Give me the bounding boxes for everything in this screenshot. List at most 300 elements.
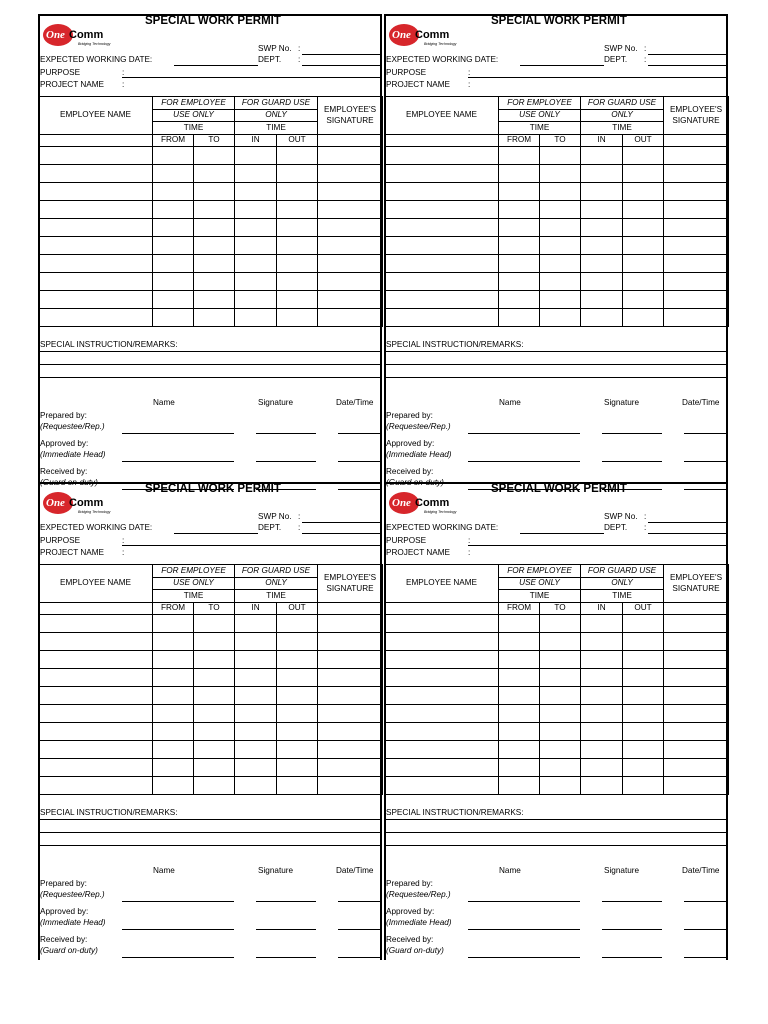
expected-working-date-field[interactable] (520, 65, 604, 66)
out-time-cell[interactable] (277, 687, 318, 705)
received-by-name-field[interactable] (468, 957, 580, 958)
out-time-cell[interactable] (623, 255, 664, 273)
out-time-cell[interactable] (277, 147, 318, 165)
signature-cell[interactable] (318, 291, 383, 309)
out-time-cell[interactable] (277, 309, 318, 327)
approved-by-datetime-field[interactable] (684, 461, 728, 462)
employee-name-cell[interactable] (39, 669, 153, 687)
remarks-line-3[interactable] (38, 377, 382, 378)
swp-no-field[interactable] (648, 54, 728, 55)
employee-name-cell[interactable] (39, 201, 153, 219)
to-time-cell[interactable] (194, 633, 235, 651)
signature-cell[interactable] (318, 273, 383, 291)
from-time-cell[interactable] (153, 723, 194, 741)
in-time-cell[interactable] (235, 687, 277, 705)
in-time-cell[interactable] (581, 651, 623, 669)
approved-by-name-field[interactable] (468, 929, 580, 930)
out-time-cell[interactable] (277, 219, 318, 237)
employee-name-cell[interactable] (385, 165, 499, 183)
to-time-cell[interactable] (194, 273, 235, 291)
prepared-by-name-field[interactable] (122, 433, 234, 434)
swp-no-field[interactable] (648, 522, 728, 523)
approved-by-signature-field[interactable] (602, 461, 662, 462)
received-by-name-field[interactable] (122, 957, 234, 958)
from-time-cell[interactable] (499, 219, 540, 237)
from-time-cell[interactable] (499, 147, 540, 165)
in-time-cell[interactable] (235, 615, 277, 633)
purpose-field[interactable] (468, 77, 728, 78)
to-time-cell[interactable] (540, 759, 581, 777)
from-time-cell[interactable] (153, 633, 194, 651)
prepared-by-datetime-field[interactable] (684, 433, 728, 434)
remarks-line-2[interactable] (384, 364, 728, 365)
prepared-by-signature-field[interactable] (256, 901, 316, 902)
out-time-cell[interactable] (623, 165, 664, 183)
employee-name-cell[interactable] (385, 669, 499, 687)
out-time-cell[interactable] (277, 255, 318, 273)
from-time-cell[interactable] (153, 147, 194, 165)
out-time-cell[interactable] (277, 723, 318, 741)
out-time-cell[interactable] (277, 201, 318, 219)
from-time-cell[interactable] (499, 777, 540, 795)
employee-name-cell[interactable] (39, 615, 153, 633)
in-time-cell[interactable] (581, 255, 623, 273)
signature-cell[interactable] (664, 669, 729, 687)
out-time-cell[interactable] (623, 237, 664, 255)
out-time-cell[interactable] (623, 183, 664, 201)
out-time-cell[interactable] (277, 741, 318, 759)
from-time-cell[interactable] (153, 651, 194, 669)
in-time-cell[interactable] (235, 237, 277, 255)
from-time-cell[interactable] (499, 633, 540, 651)
employee-name-cell[interactable] (385, 615, 499, 633)
employee-name-cell[interactable] (385, 183, 499, 201)
prepared-by-name-field[interactable] (468, 901, 580, 902)
from-time-cell[interactable] (153, 237, 194, 255)
out-time-cell[interactable] (623, 705, 664, 723)
to-time-cell[interactable] (540, 219, 581, 237)
employee-name-cell[interactable] (39, 759, 153, 777)
from-time-cell[interactable] (499, 687, 540, 705)
employee-name-cell[interactable] (39, 651, 153, 669)
out-time-cell[interactable] (277, 273, 318, 291)
to-time-cell[interactable] (540, 165, 581, 183)
dept-field[interactable] (302, 65, 382, 66)
from-time-cell[interactable] (499, 615, 540, 633)
to-time-cell[interactable] (540, 741, 581, 759)
to-time-cell[interactable] (540, 777, 581, 795)
in-time-cell[interactable] (581, 633, 623, 651)
employee-name-cell[interactable] (385, 687, 499, 705)
to-time-cell[interactable] (540, 669, 581, 687)
purpose-field[interactable] (122, 545, 382, 546)
out-time-cell[interactable] (277, 651, 318, 669)
employee-name-cell[interactable] (385, 723, 499, 741)
from-time-cell[interactable] (499, 669, 540, 687)
remarks-line-1[interactable] (38, 819, 382, 820)
in-time-cell[interactable] (581, 705, 623, 723)
in-time-cell[interactable] (581, 219, 623, 237)
employee-name-cell[interactable] (385, 291, 499, 309)
from-time-cell[interactable] (499, 237, 540, 255)
in-time-cell[interactable] (235, 255, 277, 273)
employee-name-cell[interactable] (385, 633, 499, 651)
employee-name-cell[interactable] (385, 651, 499, 669)
in-time-cell[interactable] (581, 237, 623, 255)
in-time-cell[interactable] (581, 777, 623, 795)
employee-name-cell[interactable] (385, 759, 499, 777)
remarks-line-3[interactable] (38, 845, 382, 846)
to-time-cell[interactable] (194, 741, 235, 759)
to-time-cell[interactable] (194, 615, 235, 633)
in-time-cell[interactable] (581, 615, 623, 633)
out-time-cell[interactable] (623, 309, 664, 327)
prepared-by-name-field[interactable] (122, 901, 234, 902)
signature-cell[interactable] (318, 237, 383, 255)
employee-name-cell[interactable] (39, 183, 153, 201)
signature-cell[interactable] (318, 759, 383, 777)
in-time-cell[interactable] (235, 633, 277, 651)
prepared-by-datetime-field[interactable] (338, 433, 382, 434)
from-time-cell[interactable] (499, 201, 540, 219)
out-time-cell[interactable] (623, 669, 664, 687)
signature-cell[interactable] (664, 777, 729, 795)
signature-cell[interactable] (318, 633, 383, 651)
from-time-cell[interactable] (499, 651, 540, 669)
out-time-cell[interactable] (623, 291, 664, 309)
out-time-cell[interactable] (623, 687, 664, 705)
from-time-cell[interactable] (499, 705, 540, 723)
employee-name-cell[interactable] (385, 777, 499, 795)
in-time-cell[interactable] (235, 273, 277, 291)
from-time-cell[interactable] (153, 255, 194, 273)
employee-name-cell[interactable] (385, 201, 499, 219)
from-time-cell[interactable] (499, 759, 540, 777)
out-time-cell[interactable] (623, 723, 664, 741)
in-time-cell[interactable] (235, 309, 277, 327)
out-time-cell[interactable] (623, 633, 664, 651)
signature-cell[interactable] (318, 651, 383, 669)
to-time-cell[interactable] (540, 651, 581, 669)
remarks-line-1[interactable] (384, 819, 728, 820)
out-time-cell[interactable] (277, 237, 318, 255)
out-time-cell[interactable] (277, 669, 318, 687)
signature-cell[interactable] (318, 201, 383, 219)
out-time-cell[interactable] (277, 165, 318, 183)
approved-by-datetime-field[interactable] (684, 929, 728, 930)
from-time-cell[interactable] (153, 291, 194, 309)
to-time-cell[interactable] (194, 651, 235, 669)
signature-cell[interactable] (664, 237, 729, 255)
to-time-cell[interactable] (540, 615, 581, 633)
employee-name-cell[interactable] (385, 309, 499, 327)
approved-by-name-field[interactable] (468, 461, 580, 462)
signature-cell[interactable] (318, 615, 383, 633)
from-time-cell[interactable] (153, 201, 194, 219)
out-time-cell[interactable] (277, 183, 318, 201)
employee-name-cell[interactable] (385, 255, 499, 273)
from-time-cell[interactable] (153, 759, 194, 777)
employee-name-cell[interactable] (385, 705, 499, 723)
from-time-cell[interactable] (153, 687, 194, 705)
in-time-cell[interactable] (235, 759, 277, 777)
to-time-cell[interactable] (540, 147, 581, 165)
swp-no-field[interactable] (302, 522, 382, 523)
from-time-cell[interactable] (153, 165, 194, 183)
approved-by-name-field[interactable] (122, 929, 234, 930)
employee-name-cell[interactable] (39, 633, 153, 651)
signature-cell[interactable] (318, 219, 383, 237)
signature-cell[interactable] (664, 165, 729, 183)
in-time-cell[interactable] (235, 669, 277, 687)
expected-working-date-field[interactable] (174, 65, 258, 66)
purpose-field[interactable] (468, 545, 728, 546)
to-time-cell[interactable] (194, 183, 235, 201)
employee-name-cell[interactable] (385, 147, 499, 165)
signature-cell[interactable] (318, 255, 383, 273)
permit-title: SPECIAL WORK PERMIT (145, 483, 281, 495)
from-time-cell[interactable] (499, 291, 540, 309)
from-time-cell[interactable] (153, 669, 194, 687)
out-time-cell[interactable] (623, 273, 664, 291)
from-time-cell[interactable] (499, 183, 540, 201)
to-time-cell[interactable] (194, 759, 235, 777)
remarks-line-1[interactable] (384, 351, 728, 352)
remarks-line-3[interactable] (384, 377, 728, 378)
employee-name-cell[interactable] (39, 309, 153, 327)
in-time-cell[interactable] (235, 201, 277, 219)
to-time-cell[interactable] (194, 201, 235, 219)
to-time-cell[interactable] (194, 777, 235, 795)
from-time-cell[interactable] (153, 615, 194, 633)
to-time-cell[interactable] (194, 723, 235, 741)
to-time-cell[interactable] (540, 201, 581, 219)
employee-name-cell[interactable] (39, 255, 153, 273)
expected-working-date-field[interactable] (520, 533, 604, 534)
in-time-cell[interactable] (581, 273, 623, 291)
signature-cell[interactable] (664, 651, 729, 669)
prepared-by-signature-field[interactable] (602, 433, 662, 434)
to-time-cell[interactable] (540, 705, 581, 723)
in-time-cell[interactable] (581, 741, 623, 759)
in-time-cell[interactable] (235, 165, 277, 183)
signature-cell[interactable] (664, 183, 729, 201)
expected-working-date-field[interactable] (174, 533, 258, 534)
out-time-cell[interactable] (623, 615, 664, 633)
approved-by-name-field[interactable] (122, 461, 234, 462)
out-time-cell[interactable] (277, 633, 318, 651)
signature-cell[interactable] (664, 633, 729, 651)
in-time-cell[interactable] (235, 147, 277, 165)
in-time-cell[interactable] (235, 651, 277, 669)
from-time-cell[interactable] (153, 273, 194, 291)
received-by-signature-field[interactable] (602, 957, 662, 958)
signature-cell[interactable] (318, 723, 383, 741)
prepared-by-name-field[interactable] (468, 433, 580, 434)
approved-by-signature-field[interactable] (256, 461, 316, 462)
in-time-cell[interactable] (235, 183, 277, 201)
for-employee-header-line1: FOR EMPLOYEE (499, 97, 581, 110)
from-time-cell[interactable] (153, 309, 194, 327)
remarks-line-2[interactable] (384, 832, 728, 833)
in-time-cell[interactable] (581, 201, 623, 219)
to-time-cell[interactable] (540, 309, 581, 327)
remarks-line-2[interactable] (38, 364, 382, 365)
dept-field[interactable] (648, 65, 728, 66)
received-by-datetime-field[interactable] (684, 957, 728, 958)
in-time-cell[interactable] (581, 147, 623, 165)
signature-cell[interactable] (664, 615, 729, 633)
purpose-field[interactable] (122, 77, 382, 78)
out-time-cell[interactable] (277, 777, 318, 795)
to-time-cell[interactable] (194, 705, 235, 723)
out-time-cell[interactable] (277, 291, 318, 309)
employee-name-cell[interactable] (39, 705, 153, 723)
signature-cell[interactable] (664, 687, 729, 705)
to-time-cell[interactable] (540, 183, 581, 201)
approved-by-datetime-field[interactable] (338, 929, 382, 930)
in-time-cell[interactable] (235, 777, 277, 795)
signature-cell[interactable] (664, 219, 729, 237)
out-time-cell[interactable] (277, 705, 318, 723)
to-time-cell[interactable] (540, 273, 581, 291)
from-time-cell[interactable] (153, 219, 194, 237)
employee-name-cell[interactable] (385, 219, 499, 237)
to-time-cell[interactable] (540, 633, 581, 651)
in-time-cell[interactable] (235, 741, 277, 759)
approved-by-signature-field[interactable] (256, 929, 316, 930)
from-time-cell[interactable] (153, 741, 194, 759)
signature-cell[interactable] (664, 147, 729, 165)
in-time-cell[interactable] (235, 291, 277, 309)
signature-cell[interactable] (318, 705, 383, 723)
employee-name-cell[interactable] (385, 237, 499, 255)
in-time-cell[interactable] (235, 219, 277, 237)
in-time-cell[interactable] (581, 687, 623, 705)
in-time-cell[interactable] (581, 669, 623, 687)
to-time-cell[interactable] (194, 219, 235, 237)
signature-cell[interactable] (664, 723, 729, 741)
received-by-datetime-field[interactable] (338, 957, 382, 958)
out-time-cell[interactable] (623, 651, 664, 669)
employee-name-cell[interactable] (39, 219, 153, 237)
out-time-cell[interactable] (623, 777, 664, 795)
prepared-by-datetime-field[interactable] (338, 901, 382, 902)
in-time-cell[interactable] (581, 165, 623, 183)
from-time-cell[interactable] (499, 255, 540, 273)
signature-cell[interactable] (318, 147, 383, 165)
from-time-cell[interactable] (153, 705, 194, 723)
from-time-cell[interactable] (499, 165, 540, 183)
out-time-cell[interactable] (623, 759, 664, 777)
to-time-cell[interactable] (540, 237, 581, 255)
to-time-cell[interactable] (194, 147, 235, 165)
signature-cell[interactable] (664, 705, 729, 723)
signature-cell[interactable] (664, 291, 729, 309)
signature-cell[interactable] (318, 165, 383, 183)
signature-cell[interactable] (318, 777, 383, 795)
approved-by-signature-field[interactable] (602, 929, 662, 930)
from-time-cell[interactable] (153, 183, 194, 201)
received-by-signature-field[interactable] (256, 957, 316, 958)
from-time-cell[interactable] (499, 273, 540, 291)
dept-field[interactable] (648, 533, 728, 534)
employee-name-cell[interactable] (39, 165, 153, 183)
prepared-by-datetime-field[interactable] (684, 901, 728, 902)
employee-name-cell[interactable] (39, 237, 153, 255)
out-time-cell[interactable] (277, 615, 318, 633)
in-time-cell[interactable] (581, 309, 623, 327)
from-time-cell[interactable] (499, 741, 540, 759)
to-time-cell[interactable] (194, 309, 235, 327)
prepared-by-signature-field[interactable] (602, 901, 662, 902)
from-time-cell[interactable] (499, 309, 540, 327)
in-time-cell[interactable] (235, 705, 277, 723)
employee-name-cell[interactable] (39, 291, 153, 309)
to-time-cell[interactable] (194, 669, 235, 687)
signature-cell[interactable] (664, 201, 729, 219)
remarks-line-2[interactable] (38, 832, 382, 833)
dept-field[interactable] (302, 533, 382, 534)
in-time-cell[interactable] (581, 291, 623, 309)
from-time-cell[interactable] (153, 777, 194, 795)
signature-cell[interactable] (664, 273, 729, 291)
to-time-cell[interactable] (540, 255, 581, 273)
remarks-line-3[interactable] (384, 845, 728, 846)
signature-cell[interactable] (318, 669, 383, 687)
employee-name-cell[interactable] (385, 273, 499, 291)
approved-by-datetime-field[interactable] (338, 461, 382, 462)
signature-cell[interactable] (664, 759, 729, 777)
signature-cell[interactable] (318, 309, 383, 327)
out-time-cell[interactable] (623, 147, 664, 165)
remarks-line-1[interactable] (38, 351, 382, 352)
out-time-cell[interactable] (623, 219, 664, 237)
to-time-cell[interactable] (194, 291, 235, 309)
to-time-cell[interactable] (540, 723, 581, 741)
in-time-cell[interactable] (235, 723, 277, 741)
in-time-cell[interactable] (581, 759, 623, 777)
employee-name-cell[interactable] (39, 741, 153, 759)
signature-cell[interactable] (318, 741, 383, 759)
employee-name-cell[interactable] (39, 723, 153, 741)
employee-name-cell[interactable] (39, 147, 153, 165)
from-time-cell[interactable] (499, 723, 540, 741)
signature-cell[interactable] (664, 255, 729, 273)
out-time-cell[interactable] (623, 201, 664, 219)
signature-cell[interactable] (318, 183, 383, 201)
in-time-cell[interactable] (581, 183, 623, 201)
employee-name-cell[interactable] (385, 741, 499, 759)
signature-cell[interactable] (318, 687, 383, 705)
to-time-cell[interactable] (194, 687, 235, 705)
to-time-cell[interactable] (540, 291, 581, 309)
swp-no-field[interactable] (302, 54, 382, 55)
prepared-by-signature-field[interactable] (256, 433, 316, 434)
to-time-cell[interactable] (540, 687, 581, 705)
to-time-cell[interactable] (194, 165, 235, 183)
to-time-cell[interactable] (194, 255, 235, 273)
to-time-cell[interactable] (194, 237, 235, 255)
signature-cell[interactable] (664, 309, 729, 327)
in-time-cell[interactable] (581, 723, 623, 741)
employee-name-cell[interactable] (39, 777, 153, 795)
out-time-cell[interactable] (623, 741, 664, 759)
out-time-cell[interactable] (277, 759, 318, 777)
employee-name-cell[interactable] (39, 687, 153, 705)
employee-name-cell[interactable] (39, 273, 153, 291)
signature-cell[interactable] (664, 741, 729, 759)
